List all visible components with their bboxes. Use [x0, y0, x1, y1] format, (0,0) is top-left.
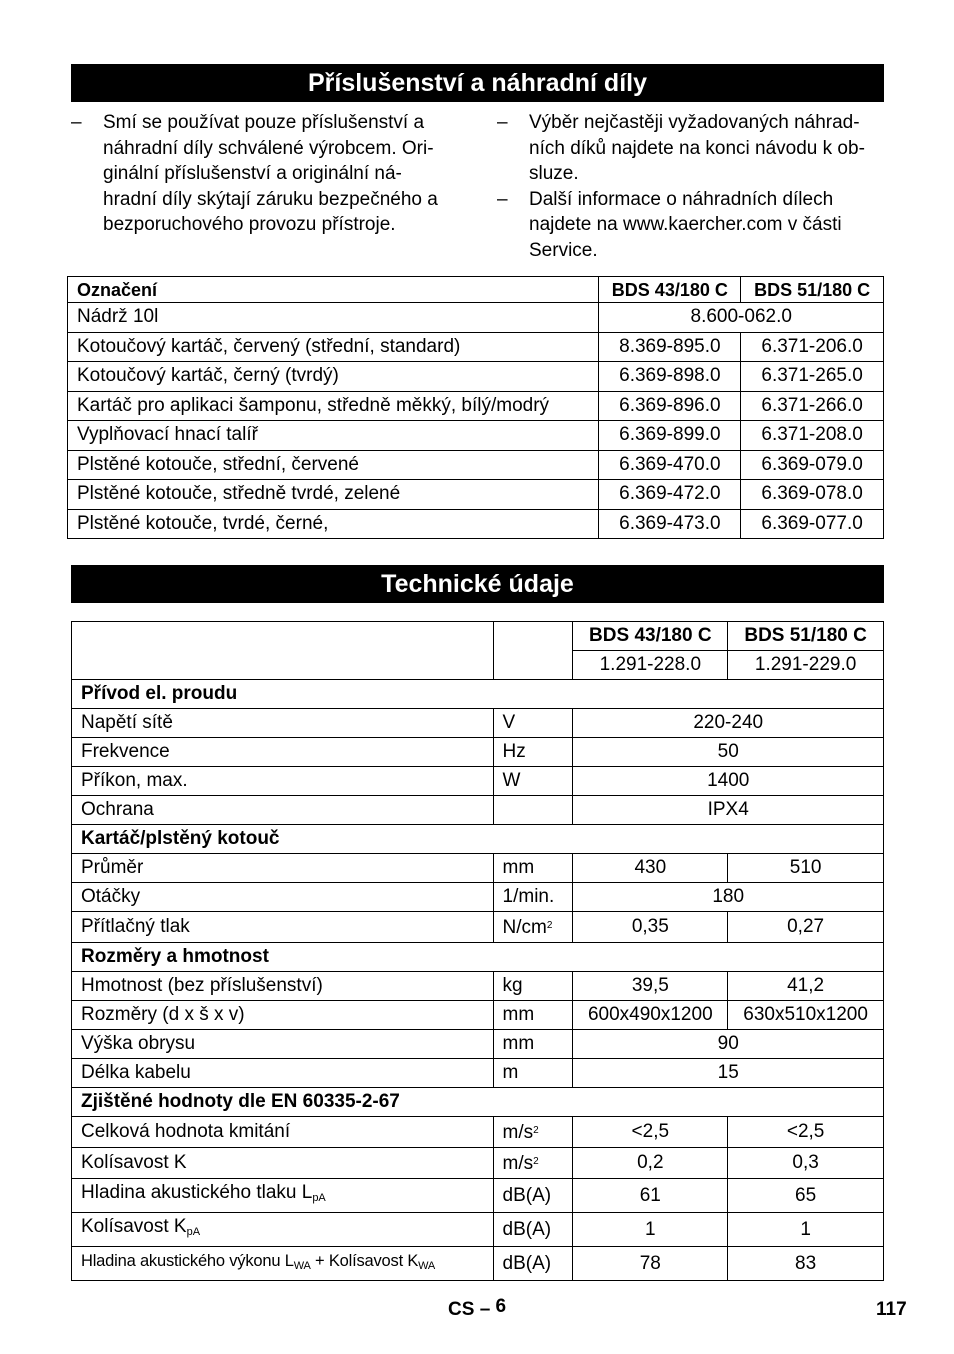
- tech-value-a: 0,35: [573, 912, 728, 943]
- tech-label-text: Přítlačný tlak: [81, 916, 190, 937]
- tech-unit-text: 1/min.: [502, 886, 555, 907]
- bullet-line: ginální příslušenství a originální ná-: [103, 163, 402, 184]
- footer-dash: –: [479, 1299, 491, 1320]
- tech-value-a: <2,5: [573, 1117, 728, 1148]
- bullet-item: [497, 110, 897, 187]
- bullet-dash: –: [497, 112, 508, 133]
- tech-label: [72, 1247, 494, 1281]
- tech-label-tail: + Kolísavost K: [310, 1252, 419, 1270]
- tech-data-row: [72, 1213, 884, 1247]
- tech-model-row: [72, 622, 884, 651]
- accessory-name: Plstěné kotouče, tvrdé, černé,: [68, 509, 599, 539]
- tech-value-b: 41,2: [728, 972, 884, 1001]
- tech-value-shared: 1400: [573, 767, 884, 796]
- tech-value-a: 1: [573, 1213, 728, 1247]
- bullet-item: [71, 110, 471, 238]
- tech-data-row: [72, 709, 884, 738]
- tech-partno-a: 1.291-228.0: [573, 651, 728, 680]
- tech-unit-sup: 2: [533, 1156, 539, 1167]
- tech-unit: [493, 1179, 573, 1213]
- tech-value-b: 65: [728, 1179, 884, 1213]
- tech-unit: [493, 1030, 573, 1059]
- tech-data-row: [72, 1179, 884, 1213]
- tech-unit: [493, 972, 573, 1001]
- tech-unit: [493, 1059, 573, 1088]
- bullet-line: hradní díly skýtají záruku bezpečného a: [103, 188, 438, 210]
- tech-value-a: 78: [573, 1247, 728, 1281]
- tech-data-row: [72, 854, 884, 883]
- accessory-partno-b: 6.369-077.0: [741, 509, 884, 539]
- tech-unit: [493, 1117, 573, 1148]
- tech-label: [72, 796, 494, 825]
- section-title-technical: Technické údaje: [71, 565, 884, 603]
- tech-empty-unit-header: [493, 622, 573, 680]
- tech-data-row: [72, 767, 884, 796]
- tech-data-row: [72, 972, 884, 1001]
- bullet-line: sluze.: [529, 163, 579, 184]
- header-model-b: BDS 51/180 C: [741, 277, 884, 303]
- tech-value-shared: 180: [573, 883, 884, 912]
- accessory-partno-b: 6.369-079.0: [741, 450, 884, 480]
- bullet-line: Výběr nejčastěji vyžadovaných náhrad-: [529, 112, 860, 133]
- tech-label: [72, 1001, 494, 1030]
- tech-unit: [493, 796, 573, 825]
- tech-label-text: Hladina akustického výkonu L: [81, 1252, 294, 1270]
- tech-label-text: Kolísavost K: [81, 1152, 187, 1173]
- tech-label: [72, 1213, 494, 1247]
- right-column: [497, 110, 897, 263]
- accessory-name: Kartáč pro aplikaci šamponu, středně měkký, bílý/modrý: [68, 391, 599, 421]
- accessory-partno-b: 6.371-208.0: [741, 421, 884, 451]
- accessory-row: [68, 480, 884, 510]
- tech-unit: [493, 1148, 573, 1179]
- tech-value-b: 1: [728, 1213, 884, 1247]
- accessory-row: [68, 391, 884, 421]
- tech-data-row: [72, 883, 884, 912]
- tech-unit-text: m: [502, 1062, 519, 1083]
- tech-label-sub: pA: [186, 1226, 201, 1238]
- accessory-partno-a: 6.369-898.0: [599, 362, 741, 392]
- accessory-row: [68, 332, 884, 362]
- bullet-line: Service.: [529, 239, 598, 261]
- tech-group-row: [72, 825, 884, 854]
- accessory-name: Nádrž 10l: [68, 303, 599, 333]
- tech-label: [72, 972, 494, 1001]
- accessory-row: [68, 421, 884, 451]
- tech-data-row: [72, 1059, 884, 1088]
- tech-label-sub: WA: [293, 1260, 311, 1272]
- tech-unit-text: dB(A): [502, 1184, 552, 1206]
- tech-value-a: 600x490x1200: [573, 1001, 728, 1030]
- tech-value-a: 61: [573, 1179, 728, 1213]
- tech-unit-text: V: [502, 712, 516, 733]
- tech-unit: [493, 1001, 573, 1030]
- accessories-table: [67, 276, 884, 539]
- bullet-line: najdete na www.kaercher.com v části: [529, 214, 842, 235]
- accessory-name: Vyplňovací hnací talíř: [68, 421, 599, 451]
- tech-label: [72, 738, 494, 767]
- tech-label: [72, 1117, 494, 1148]
- accessory-name: Kotoučový kartáč, červený (střední, standard): [68, 332, 599, 362]
- tech-data-row: [72, 1001, 884, 1030]
- tech-label-text: Délka kabelu: [81, 1062, 191, 1083]
- accessory-partno-b: 6.371-266.0: [741, 391, 884, 421]
- accessories-header-row: [68, 277, 884, 303]
- tech-label-text: Kolísavost K: [81, 1216, 187, 1237]
- tech-group-row: [72, 943, 884, 972]
- footer-page-number: 117: [876, 1299, 907, 1320]
- bullet-line: Další informace o náhradních dílech: [529, 188, 834, 210]
- tech-unit-text: dB(A): [502, 1252, 552, 1274]
- footer-lang-page: [448, 1296, 507, 1321]
- tech-label: [72, 883, 494, 912]
- accessory-partno-a: 6.369-470.0: [599, 450, 741, 480]
- footer-local-page: 6: [495, 1296, 507, 1317]
- tech-label: [72, 767, 494, 796]
- accessory-partno-b: 6.371-265.0: [741, 362, 884, 392]
- tech-value-shared: 50: [573, 738, 884, 767]
- bullet-dash: –: [71, 112, 82, 133]
- header-model-a: BDS 43/180 C: [599, 277, 741, 303]
- accessory-partno-b: 6.369-078.0: [741, 480, 884, 510]
- tech-unit-sup: 2: [546, 920, 553, 931]
- tech-label: [72, 1030, 494, 1059]
- tech-unit: [493, 854, 573, 883]
- tech-unit: [493, 1213, 573, 1247]
- header-designation: Označení: [68, 277, 599, 303]
- tech-unit-text: kg: [502, 975, 523, 996]
- left-column: [71, 110, 471, 238]
- tech-value-b: 0,3: [728, 1148, 884, 1179]
- tech-label-text: Hladina akustického tlaku L: [81, 1182, 313, 1203]
- tech-unit-text: Hz: [502, 741, 526, 762]
- tech-label-text: Frekvence: [81, 741, 170, 762]
- tech-label-tail-sub: WA: [418, 1260, 436, 1272]
- tech-label: [72, 1148, 494, 1179]
- footer-lang: CS: [448, 1299, 475, 1320]
- tech-unit-text: m/s: [502, 1122, 534, 1143]
- tech-value-shared: IPX4: [573, 796, 884, 825]
- tech-group-row: [72, 680, 884, 709]
- tech-unit: [493, 709, 573, 738]
- tech-unit-text: mm: [502, 1033, 535, 1054]
- tech-value-b: 0,27: [728, 912, 884, 943]
- accessory-name: Plstěné kotouče, středně tvrdé, zelené: [68, 480, 599, 510]
- bullet-item: [497, 187, 897, 264]
- tech-partno-b: 1.291-229.0: [728, 651, 884, 680]
- tech-data-row: [72, 796, 884, 825]
- tech-label-text: Ochrana: [81, 799, 154, 820]
- tech-label: [72, 709, 494, 738]
- tech-label-sub: pA: [312, 1192, 326, 1204]
- accessory-row: [68, 450, 884, 480]
- tech-label: [72, 912, 494, 943]
- tech-value-b: 83: [728, 1247, 884, 1281]
- tech-unit-text: N/cm: [502, 917, 547, 938]
- bullet-line: bezporuchového provozu přístroje.: [103, 214, 396, 235]
- tech-unit: [493, 1247, 573, 1281]
- bullet-line: náhradní díly schválené výrobcem. Ori-: [103, 137, 434, 159]
- tech-unit-text: m/s: [502, 1153, 534, 1174]
- tech-unit-text: dB(A): [502, 1218, 552, 1240]
- tech-value-a: 39,5: [573, 972, 728, 1001]
- accessory-partno-a: 6.369-473.0: [599, 509, 741, 539]
- tech-group-title: Kartáč/plstěný kotouč: [72, 825, 884, 854]
- accessory-row: [68, 362, 884, 392]
- tech-data-row: [72, 1148, 884, 1179]
- tech-data-row: [72, 1247, 884, 1281]
- tech-unit: [493, 912, 573, 943]
- tech-model-a: BDS 43/180 C: [573, 622, 728, 651]
- tech-unit-text: mm: [502, 1004, 535, 1025]
- tech-value-a: 430: [573, 854, 728, 883]
- tech-model-b: BDS 51/180 C: [728, 622, 884, 651]
- accessory-partno-a: 6.369-896.0: [599, 391, 741, 421]
- tech-group-title: Přívod el. proudu: [72, 680, 884, 709]
- tech-data-row: [72, 912, 884, 943]
- tech-label-text: Napětí sítě: [81, 712, 173, 733]
- accessory-partno-shared: 8.600-062.0: [599, 303, 884, 333]
- tech-label-text: Otáčky: [81, 886, 141, 907]
- accessory-partno-a: 6.369-899.0: [599, 421, 741, 451]
- tech-data-row: [72, 738, 884, 767]
- accessory-partno-a: 6.369-472.0: [599, 480, 741, 510]
- tech-value-b: 630x510x1200: [728, 1001, 884, 1030]
- tech-unit: [493, 738, 573, 767]
- tech-label-text: Příkon, max.: [81, 770, 188, 791]
- bullet-dash: –: [497, 188, 508, 210]
- accessory-name: Plstěné kotouče, střední, červené: [68, 450, 599, 480]
- tech-value-shared: 90: [573, 1030, 884, 1059]
- tech-label-text: Rozměry (d x š x v): [81, 1004, 245, 1025]
- accessory-partno-b: 6.371-206.0: [741, 332, 884, 362]
- bullet-line: Smí se používat pouze příslušenství a: [103, 112, 425, 133]
- tech-value-shared: 220-240: [573, 709, 884, 738]
- tech-unit-sup: 2: [533, 1125, 539, 1136]
- tech-group-title: Zjištěné hodnoty dle EN 60335-2-67: [72, 1088, 884, 1117]
- accessory-partno-a: 8.369-895.0: [599, 332, 741, 362]
- bullet-line: ních díků najdete na konci návodu k ob-: [529, 137, 865, 159]
- tech-unit-text: mm: [502, 857, 535, 878]
- tech-value-b: <2,5: [728, 1117, 884, 1148]
- accessory-name: Kotoučový kartáč, černý (tvrdý): [68, 362, 599, 392]
- tech-label-text: Celková hodnota kmitání: [81, 1121, 291, 1142]
- tech-label-text: Výška obrysu: [81, 1033, 196, 1054]
- tech-unit: [493, 767, 573, 796]
- tech-label: [72, 1179, 494, 1213]
- tech-empty-header: [72, 622, 494, 680]
- section-title-accessories: Příslušenství a náhradní díly: [71, 64, 884, 102]
- tech-label-text: Hmotnost (bez příslušenství): [81, 975, 323, 996]
- tech-value-b: 510: [728, 854, 884, 883]
- technical-data-table: [71, 621, 884, 1281]
- accessory-row: [68, 509, 884, 539]
- tech-group-title: Rozměry a hmotnost: [72, 943, 884, 972]
- tech-data-row: [72, 1030, 884, 1059]
- tech-value-shared: 15: [573, 1059, 884, 1088]
- tech-unit-text: W: [502, 770, 521, 791]
- tech-label: [72, 854, 494, 883]
- tech-value-a: 0,2: [573, 1148, 728, 1179]
- tech-data-row: [72, 1117, 884, 1148]
- tech-unit: [493, 883, 573, 912]
- tech-label: [72, 1059, 494, 1088]
- accessory-row: [68, 303, 884, 333]
- tech-label-text: Průměr: [81, 857, 144, 878]
- tech-group-row: [72, 1088, 884, 1117]
